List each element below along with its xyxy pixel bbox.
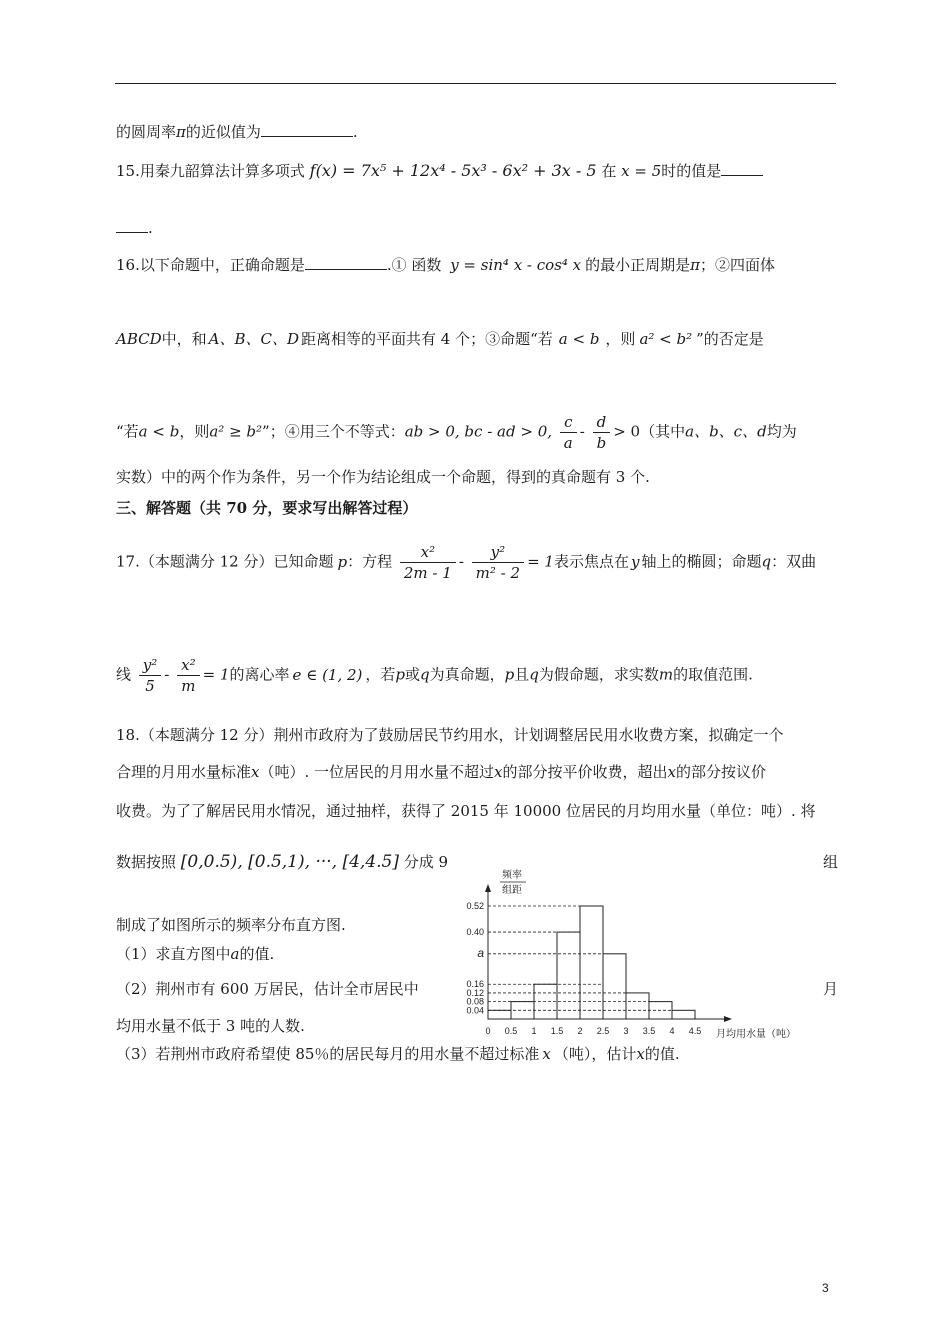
question-18-part1: （1）求直方图中a的值. xyxy=(116,945,275,963)
question-15-continued: . xyxy=(116,217,838,239)
frequency-histogram xyxy=(440,866,840,1046)
page-number: 3 xyxy=(822,1281,829,1295)
question-15: 15.用秦九韶算法计算多项式 f(x) = 7x⁵ + 12x⁴ - 5x³ - 6x² + 3x - 5 在 x = 5时的值是 xyxy=(116,160,838,182)
question-18-line3: 收费。为了了解居民用水情况，通过抽样，获得了 2015 年 10000 位居民的月均用水量（单位：吨）. 将 xyxy=(116,802,816,820)
y-axis-arrow xyxy=(485,884,491,892)
ylabel-bottom: 组距 xyxy=(502,885,522,896)
histogram-bar xyxy=(488,1010,511,1019)
y-tick-label: 0.16 xyxy=(466,979,484,990)
histogram-bar xyxy=(580,906,603,1019)
question-16-line3: “若a < b，则a² ≥ b²”；④用三个不等式：ab > 0, bc - ad > 0, $\frac{c}{a}$ - $\frac{d}{b}$ > 0（其中a、b、c、d均为 xyxy=(116,413,797,452)
fraction-y2-over-5: $\frac{\text{y²}}{5}$ xyxy=(139,655,162,696)
x-tick-label: 1 xyxy=(531,1026,537,1036)
question-16-line4: 实数）中的两个作为条件，另一个作为结论组成一个命题，得到的真命题有 3 个. xyxy=(116,468,650,486)
fraction-y2-over-m2-2: $\frac{\text{y²}}{\text{m² - 2}}$ xyxy=(472,542,524,583)
question-18: 18.（本题满分 12 分）荆州市政府为了鼓励居民节约用水，计划调整居民用水收费方案，拟确定一个 xyxy=(116,726,784,744)
y-tick-label: 0.12 xyxy=(466,987,484,998)
question-18-line5: 制成了如图所示的频率分布直方图. xyxy=(116,916,346,934)
question-18-line4: 数据按照 [0,0.5), [0.5,1), ···, [4,4.5] 分成 9 组 xyxy=(116,852,838,872)
fraction-d-over-b: $\frac{d}{b}$ xyxy=(593,412,611,453)
x-tick-label: 4 xyxy=(669,1026,675,1036)
fraction-x2-over-m: $\frac{\text{x²}}{m}$ xyxy=(177,655,199,696)
x-tick-label: 0.5 xyxy=(504,1026,518,1036)
y-tick-label: 0.52 xyxy=(466,901,484,911)
answer-blank xyxy=(721,161,763,176)
x-tick-label: 0 xyxy=(485,1026,491,1036)
histogram-bar xyxy=(672,1010,695,1019)
question-18-part2: （2）荆州市有 600 万居民，估计全市居民中 月 xyxy=(116,980,838,998)
question-17-line2: 线 $\frac{\text{y²}}{5}$ - $\frac{\text{x²}}{m}$ = 1的离心率 e ∈ (1, 2) ，若p或q为真命题，p且q为假命题，求实数m的取值范围. xyxy=(116,656,753,695)
x-tick-label: 2 xyxy=(577,1026,583,1036)
x-tick-label: 1.5 xyxy=(550,1026,564,1036)
answer-blank xyxy=(116,218,148,233)
question-18-line2: 合理的月用水量标准x（吨）. 一位居民的月用水量不超过x的部分按平价收费，超出x的部分按议价 xyxy=(116,763,766,781)
answer-blank xyxy=(261,122,353,137)
q14-tail: 的圆周率π的近似值为 . xyxy=(116,123,358,141)
fraction-c-over-a: $\frac{c}{a}$ xyxy=(560,412,577,453)
x-tick-label: 2.5 xyxy=(596,1026,610,1036)
histogram-bar xyxy=(626,993,649,1019)
question-16: 16.以下命题中，正确命题是 .① 函数 y = sin⁴ x - cos⁴ x 的最小正周期是π；②四面体 xyxy=(116,256,776,274)
fraction-x2-over-2m-1: $\frac{\text{x²}}{2m - 1}$ xyxy=(400,542,456,583)
question-16-line2: ABCD中，和 A、B、C、D 距离相等的平面共有 4 个；③命题“若 a < b ，则 a² < b² ”的否定是 xyxy=(116,330,764,348)
question-18-part3: （3）若荆州市政府希望使 85％的居民每月的用水量不超过标准 x （吨），估计x的值. xyxy=(116,1045,680,1063)
question-18-part2-line2: 均用水量不低于 3 吨的人数. xyxy=(116,1017,305,1035)
question-17: 17.（本题满分 12 分）已知命题 p：方程 $\frac{\text{x²}}{2m - 1}$ - $\frac{\text{y²}}{\text{m² - 2}}$ = 1表示焦点在 y 轴上的椭圆；命题q：双曲 xyxy=(116,543,817,582)
header-rule xyxy=(115,83,836,84)
y-tick-label: 0.40 xyxy=(466,927,484,938)
y-tick-label: 0.04 xyxy=(466,1005,484,1016)
histogram-bar xyxy=(557,932,580,1019)
y-tick-label: a xyxy=(477,945,484,960)
x-tick-label: 3 xyxy=(623,1026,629,1036)
ylabel-top: 频率 xyxy=(502,870,522,881)
x-axis-arrow xyxy=(724,1016,732,1022)
section-title: 三、解答题（共 70 分，要求写出解答过程） xyxy=(116,499,418,517)
x-tick-label: 4.5 xyxy=(688,1026,702,1036)
y-tick-label: 0.08 xyxy=(466,996,484,1007)
x-tick-label: 3.5 xyxy=(642,1026,656,1036)
xlabel: 月均用水量（吨） xyxy=(716,1029,796,1040)
answer-blank xyxy=(305,255,387,270)
histogram-bar xyxy=(603,954,626,1019)
